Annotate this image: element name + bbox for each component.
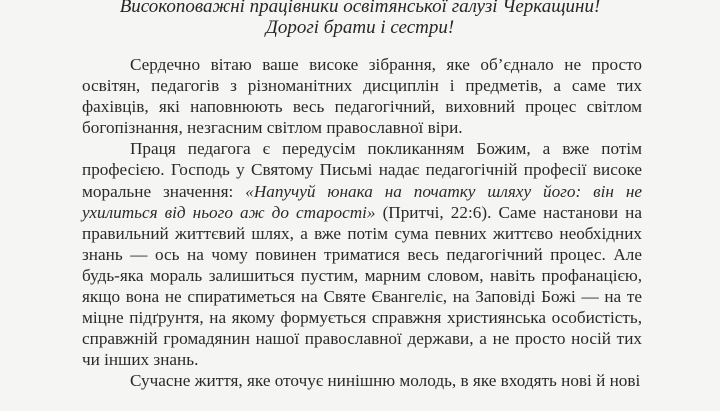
paragraph-1: Сердечно вітаю ваше високе зібрання, яке об’єднало не просто освітян, педагогів з різноманітних дисциплін і предметів, а саме тих фахівців, які наповнюють весь педагогічний, виховний процес світлом богопізнання, незгасним світлом православної віри. [82,55,642,138]
paragraph-2-text-after-quote: (Притчі, 22:6). Саме настанови на правильний життєвий шлях, а вже потім сума певних життєво необхідних знань — ось на чому повинен триматися весь педагогічний процес. Але будь-яка мораль залишиться пустим, марним словом, навіть профанацією, якщо вона не спиратиметься на Святе Євангеліє, на Заповіді Божі — на те міцне підґрунтя, на якому формується справжня християнська особистість, справжній громадянин нашої православної держави, а не просто носій тих чи інших знань. [82,202,642,370]
paragraph-2-text-before-quote: Праця педагога є передусім покликанням Божим, а вже потім професією. Господь у Святому Письмі надає педагогічній професії високе моральне значення: [82,139,642,201]
paragraph-3: Сучасне життя, яке оточує нинішню молодь, в яке входять нові й нові [130,371,641,391]
letter-body [82,54,642,392]
greeting-line-2: Дорогі брати і сестри! [265,17,455,38]
paragraph-2 [82,138,642,370]
greeting-line-1: Високоповажні працівники освітянської галузі Черкащини! [119,0,601,17]
scripture-quote: «Напучуй юнака на початку шляху його: він не ухилиться від нього аж до старості» [82,181,642,222]
